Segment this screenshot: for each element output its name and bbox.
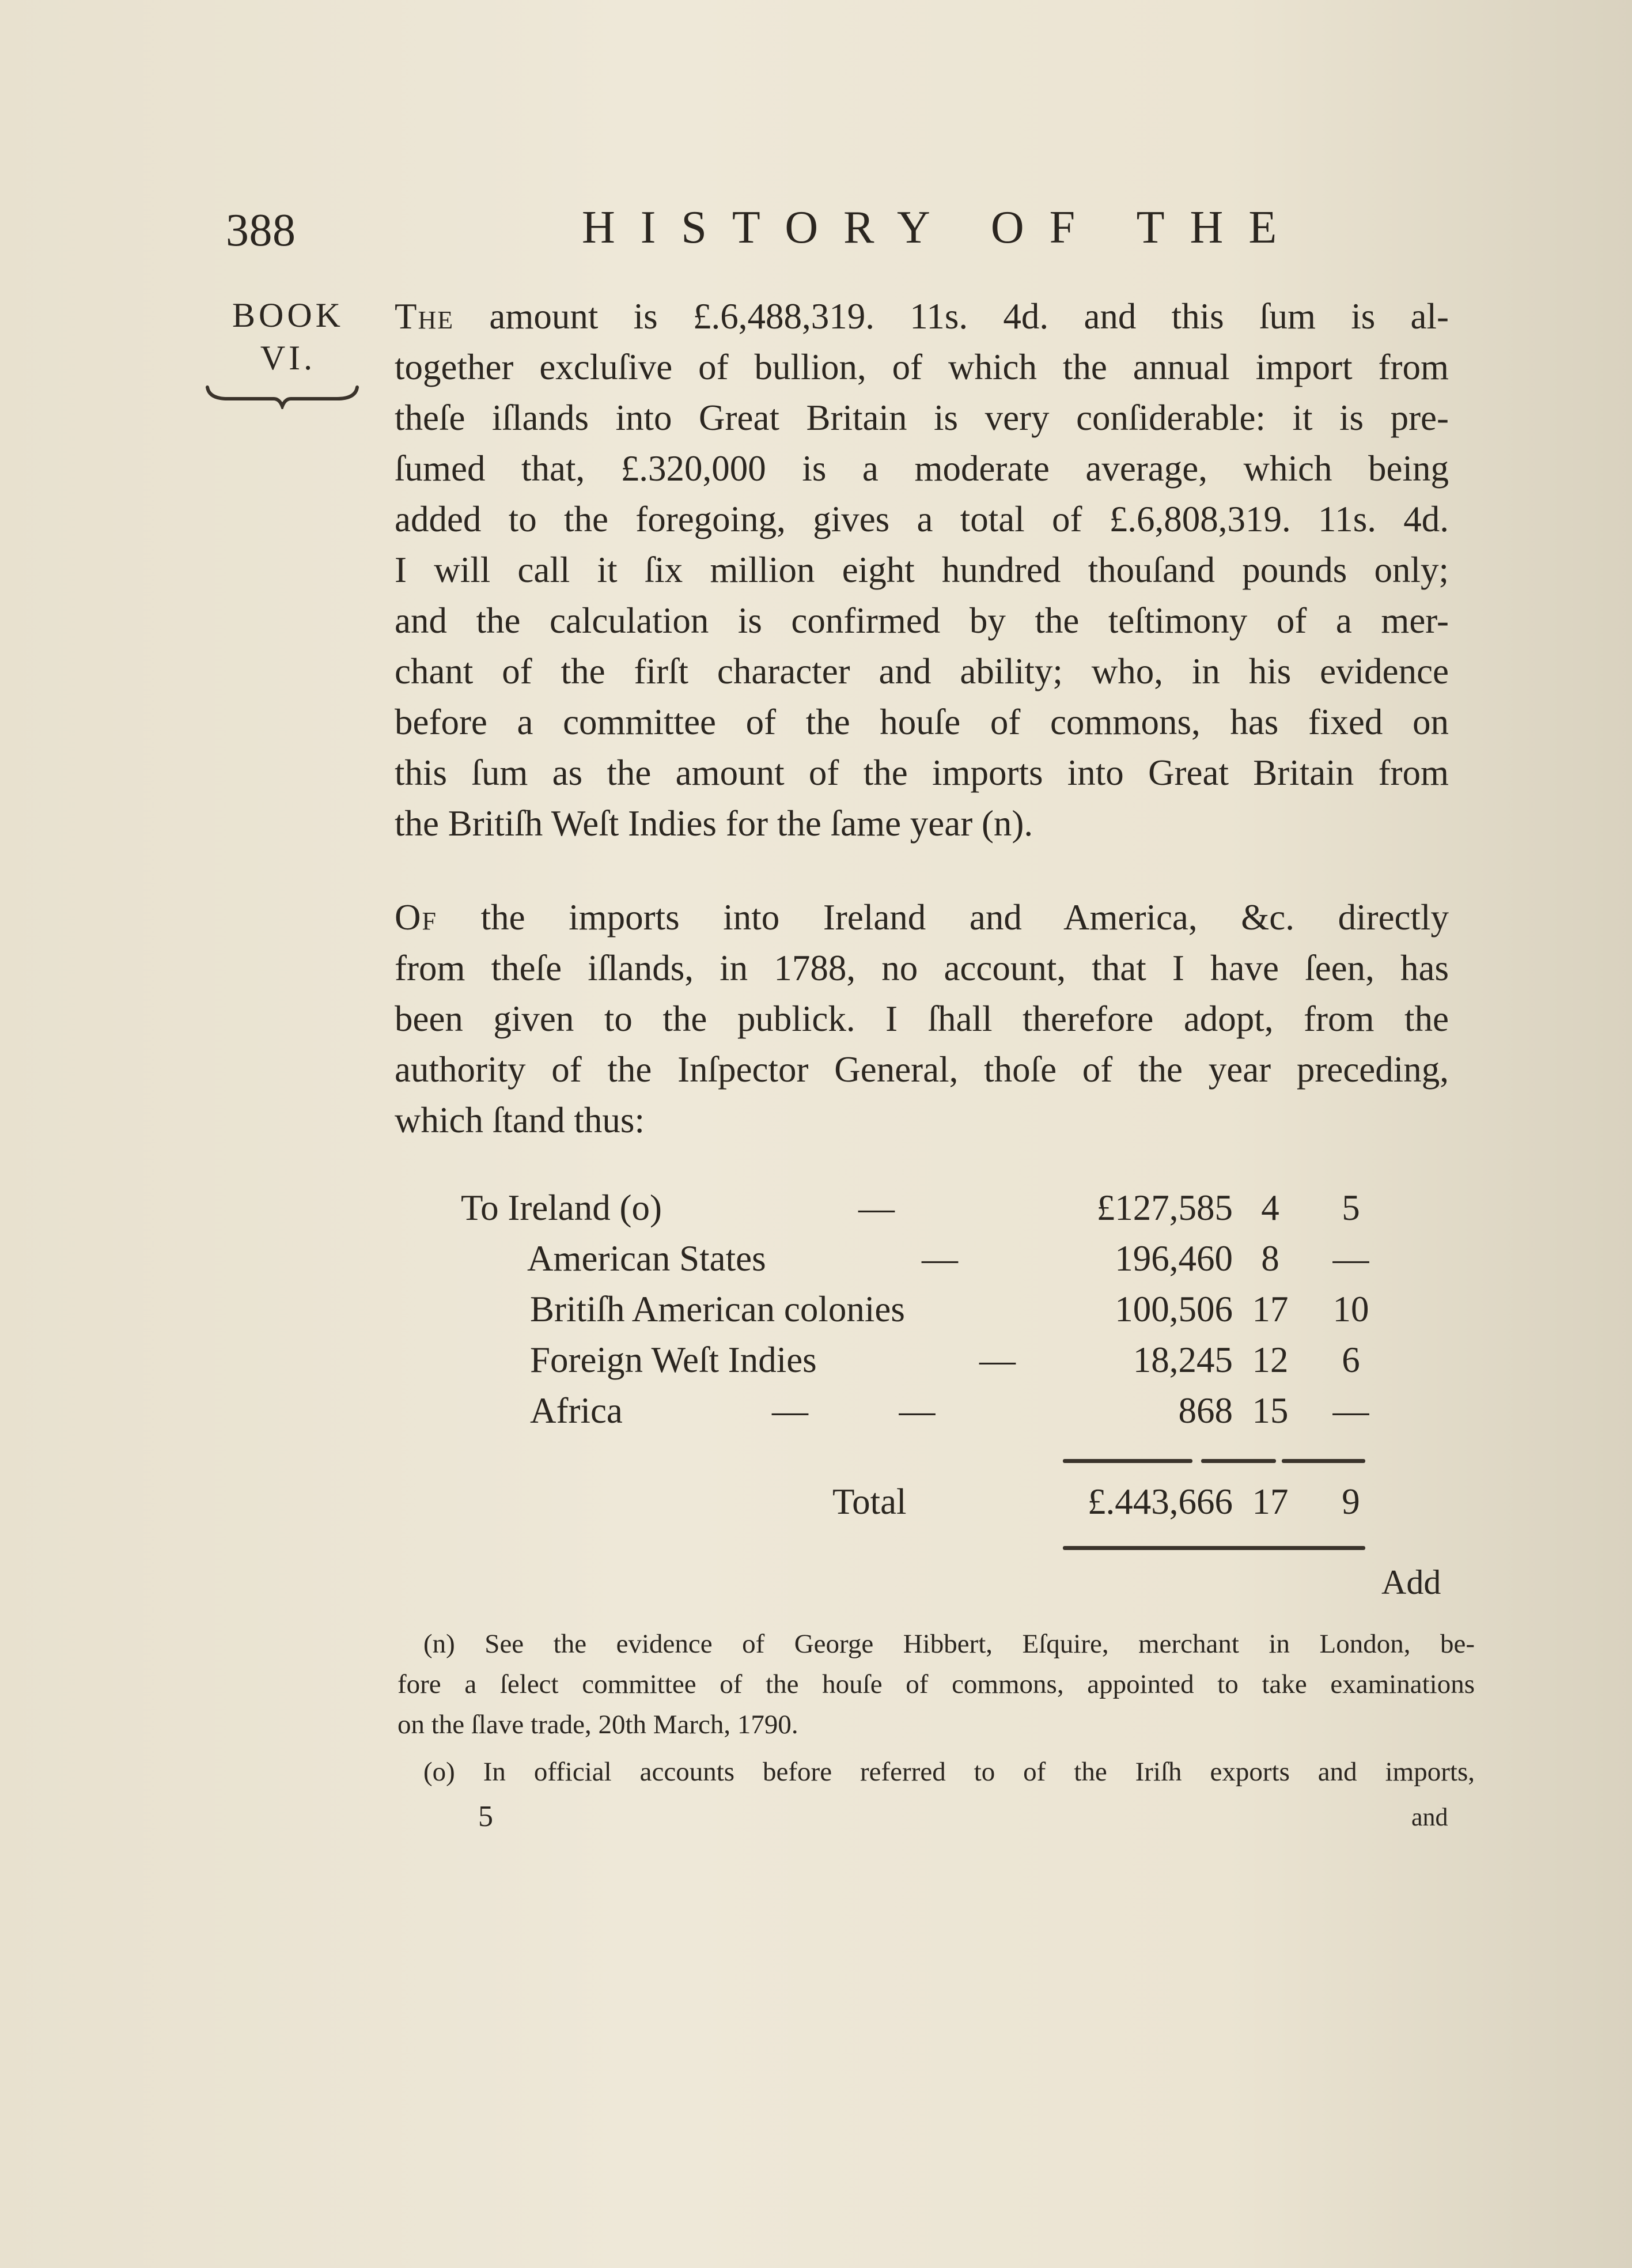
- row-pounds: 196,460: [1115, 1238, 1233, 1279]
- margin-note: [213, 294, 363, 379]
- margin-brace-icon: [205, 375, 360, 409]
- row-dashes: —: [922, 1238, 958, 1279]
- row-label: Africa: [530, 1390, 623, 1431]
- footnote-line: fore a ſelect committee of the houſe of commons, appointed to take examinations: [397, 1669, 1475, 1699]
- paragraph-line: ſumed that, £.320,000 is a moderate average, which being: [395, 448, 1449, 489]
- paragraph-line: before a committee of the houſe of commons, has fixed on: [395, 702, 1449, 742]
- total-pounds: £.443,666: [1088, 1481, 1233, 1522]
- row-dashes: —: [858, 1188, 895, 1228]
- row-shillings: 12: [1252, 1340, 1289, 1380]
- total-label: Total: [832, 1481, 907, 1522]
- row-shillings: 8: [1261, 1238, 1279, 1279]
- row-pounds: 868: [1178, 1390, 1233, 1431]
- table-row: [0, 1390, 1632, 1441]
- row-pence: —: [1332, 1390, 1369, 1431]
- paragraph-line: the Britiſh Weſt Indies for the ſame year (n).: [395, 803, 1033, 844]
- paragraph-line: theſe iſlands into Great Britain is very conſiderable: it is pre-: [395, 398, 1449, 438]
- table-rule: [1282, 1459, 1365, 1463]
- paragraph-line: Of the imports into Ireland and America, &c. directly: [395, 897, 1449, 938]
- paragraph-line: added to the foregoing, gives a total of £.6,808,319. 11s. 4d.: [395, 499, 1449, 539]
- paragraph-line: authority of the Inſpector General, thoſe of the year preceding,: [395, 1049, 1449, 1090]
- table-rule: [1201, 1459, 1276, 1463]
- row-label: Britiſh American colonies: [530, 1289, 905, 1329]
- table-row: [0, 1339, 1632, 1390]
- row-pence: —: [1332, 1238, 1369, 1279]
- table-total-row: [0, 1481, 1632, 1532]
- paragraph-line: from theſe iſlands, in 1788, no account, that I have ſeen, has: [395, 948, 1449, 988]
- total-pence: 9: [1342, 1481, 1360, 1522]
- total-shillings: 17: [1252, 1481, 1289, 1522]
- row-shillings: 17: [1252, 1289, 1289, 1329]
- row-label: American States: [527, 1238, 766, 1279]
- paragraph-line: this ſum as the amount of the imports into Great Britain from: [395, 753, 1449, 793]
- row-dashes: —: [979, 1340, 1016, 1380]
- table-row: [0, 1288, 1632, 1339]
- table-rule: [1063, 1546, 1365, 1550]
- footnote-line: (n) See the evidence of George Hibbert, Eſquire, merchant in London, be-: [423, 1629, 1475, 1659]
- row-pounds: 18,245: [1133, 1340, 1233, 1380]
- signature-mark: 5: [478, 1800, 493, 1833]
- row-pounds: 100,506: [1115, 1289, 1233, 1329]
- paragraph-line: The amount is £.6,488,319. 11s. 4d. and this ſum is al-: [395, 296, 1449, 337]
- paragraph-line: been given to the publick. I ſhall therefore adopt, from the: [395, 999, 1449, 1039]
- paragraph-line: and the calculation is confirmed by the teſtimony of a mer-: [395, 600, 1449, 641]
- book-label: BOOK: [232, 296, 344, 334]
- footnote-o: [397, 1752, 1475, 1792]
- row-pounds: £127,585: [1096, 1188, 1233, 1228]
- table-rule: [1063, 1459, 1192, 1463]
- footnote-n: [397, 1624, 1475, 1745]
- footnote-catchword: and: [1411, 1803, 1448, 1831]
- row-pence: 5: [1342, 1188, 1360, 1228]
- row-shillings: 15: [1252, 1390, 1289, 1431]
- row-pence: 6: [1342, 1340, 1360, 1380]
- row-label: To Ireland (o): [461, 1188, 662, 1228]
- row-pence: 10: [1332, 1289, 1369, 1329]
- running-title: HISTORY OF THE: [582, 202, 1302, 253]
- paragraph-line: which ſtand thus:: [395, 1100, 645, 1140]
- table-row: [0, 1187, 1632, 1238]
- book-number: VI.: [260, 339, 316, 377]
- paragraph-1: [395, 291, 1449, 849]
- paragraph-line: I will call it ſix million eight hundred thouſand pounds only;: [395, 550, 1449, 590]
- paragraph-1-first-word: The: [395, 296, 455, 337]
- row-label: Foreign Weſt Indies: [530, 1340, 817, 1380]
- paragraph-2: [395, 892, 1449, 1146]
- catchword: Add: [1381, 1563, 1441, 1601]
- footnote-line: on the ſlave trade, 20th March, 1790.: [397, 1710, 798, 1740]
- footnote-line: (o) In official accounts before referred to of the Iriſh exports and imports,: [423, 1757, 1475, 1787]
- paragraph-line: chant of the firſt character and ability; who, in his evidence: [395, 651, 1449, 691]
- paragraph-line: together excluſive of bullion, of which the annual import from: [395, 347, 1449, 387]
- row-shillings: 4: [1261, 1188, 1279, 1228]
- page-number: 388: [226, 205, 296, 256]
- table-row: [0, 1238, 1632, 1288]
- paragraph-2-first-word: Of: [395, 897, 437, 938]
- row-dashes: — —: [772, 1390, 936, 1431]
